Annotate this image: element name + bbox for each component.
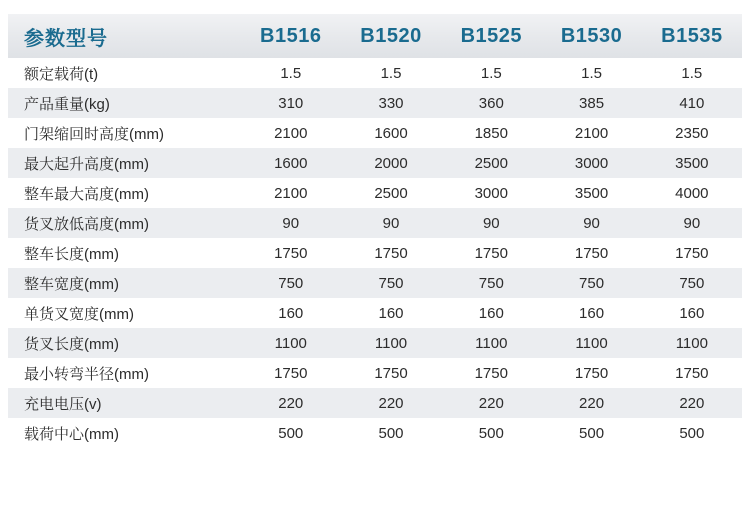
row-value: 160 xyxy=(278,304,304,322)
row-value: 500 xyxy=(378,424,404,442)
row-label: 最大起升高度(mm) xyxy=(24,155,149,173)
row-value: 1750 xyxy=(274,244,308,262)
row-label: 载荷中心(mm) xyxy=(24,425,119,443)
row-value: 4000 xyxy=(675,184,709,202)
row-label: 产品重量(kg) xyxy=(24,95,110,113)
row-value: 2100 xyxy=(274,184,308,202)
row-value: 1750 xyxy=(274,364,308,382)
row-label: 单货叉宽度(mm) xyxy=(24,305,134,323)
row-value: 1850 xyxy=(474,124,508,142)
table-row xyxy=(8,88,742,118)
row-value: 500 xyxy=(679,424,705,442)
table-row xyxy=(8,358,742,388)
row-value: 1750 xyxy=(474,244,508,262)
table-row xyxy=(8,178,742,208)
row-value: 3500 xyxy=(574,184,609,202)
row-value: 1600 xyxy=(274,154,308,172)
row-value: 90 xyxy=(683,214,701,232)
row-value: 1750 xyxy=(374,364,408,382)
row-label: 门架缩回时高度(mm) xyxy=(24,125,164,143)
row-value: 1.5 xyxy=(280,64,302,82)
row-value: 750 xyxy=(378,274,404,292)
row-value: 220 xyxy=(378,394,404,412)
row-value: 750 xyxy=(679,274,705,292)
column-header-model-1: B1516 xyxy=(260,24,322,47)
row-value: 1100 xyxy=(575,334,608,352)
row-value: 220 xyxy=(679,394,705,412)
table-row xyxy=(8,208,742,238)
row-value: 330 xyxy=(378,94,404,112)
row-value: 750 xyxy=(579,274,605,292)
table-header-row xyxy=(8,14,742,58)
row-label: 最小转弯半径(mm) xyxy=(24,365,149,383)
row-value: 160 xyxy=(478,304,504,322)
row-value: 750 xyxy=(278,274,304,292)
table-row xyxy=(8,298,742,328)
row-value: 1750 xyxy=(675,244,709,262)
column-header-model-3: B1525 xyxy=(460,24,522,47)
row-value: 220 xyxy=(478,394,504,412)
specification-table xyxy=(8,14,742,448)
column-header-parameter: 参数型号 xyxy=(24,27,108,50)
column-header-model-2: B1520 xyxy=(360,24,422,47)
row-label: 整车长度(mm) xyxy=(24,245,119,263)
row-label: 货叉长度(mm) xyxy=(24,335,119,353)
column-header-model-5: B1535 xyxy=(661,24,723,47)
row-value: 3500 xyxy=(675,154,709,172)
row-value: 1.5 xyxy=(581,64,602,82)
row-value: 220 xyxy=(579,394,605,412)
row-label: 整车宽度(mm) xyxy=(24,275,119,293)
row-value: 160 xyxy=(378,304,404,322)
row-value: 1.5 xyxy=(480,64,502,82)
row-value: 1750 xyxy=(374,244,408,262)
row-value: 360 xyxy=(478,94,504,112)
row-value: 90 xyxy=(482,214,500,232)
table-head xyxy=(8,14,742,58)
row-value: 90 xyxy=(282,214,300,232)
row-value: 2500 xyxy=(374,184,408,202)
row-value: 160 xyxy=(579,304,605,322)
row-value: 1100 xyxy=(475,334,508,352)
row-value: 220 xyxy=(278,394,304,412)
row-value: 310 xyxy=(278,94,304,112)
table-row xyxy=(8,148,742,178)
row-value: 160 xyxy=(679,304,705,322)
row-label: 货叉放低高度(mm) xyxy=(24,215,149,233)
row-value: 1600 xyxy=(374,124,408,142)
row-value: 1100 xyxy=(675,334,708,352)
row-label: 额定载荷(t) xyxy=(24,65,99,83)
row-value: 750 xyxy=(478,274,504,292)
row-label: 整车最大高度(mm) xyxy=(24,185,149,203)
table-row xyxy=(8,58,742,88)
column-header-model-4: B1530 xyxy=(560,24,623,47)
row-value: 500 xyxy=(278,424,304,442)
row-value: 2350 xyxy=(675,124,709,142)
table-row xyxy=(8,418,742,448)
row-value: 3000 xyxy=(474,184,508,202)
row-value: 410 xyxy=(679,94,705,112)
row-value: 90 xyxy=(382,214,400,232)
row-value: 1100 xyxy=(374,334,408,352)
row-value: 1.5 xyxy=(681,64,703,82)
row-value: 385 xyxy=(579,94,605,112)
row-value: 2500 xyxy=(474,154,508,172)
row-value: 500 xyxy=(579,424,605,442)
table-row xyxy=(8,268,742,298)
table-row xyxy=(8,328,742,358)
row-label: 充电电压(v) xyxy=(24,395,102,413)
row-value: 1750 xyxy=(574,244,609,262)
table-row xyxy=(8,118,742,148)
row-value: 2100 xyxy=(274,124,308,142)
row-value: 2000 xyxy=(374,154,408,172)
row-value: 500 xyxy=(478,424,504,442)
table-row xyxy=(8,388,742,418)
row-value: 2100 xyxy=(574,124,609,142)
row-value: 1750 xyxy=(574,364,609,382)
row-value: 1100 xyxy=(274,334,307,352)
row-value: 1750 xyxy=(675,364,709,382)
row-value: 90 xyxy=(583,214,600,232)
table-row xyxy=(8,238,742,268)
row-value: 1750 xyxy=(474,364,508,382)
table-body xyxy=(8,58,742,448)
row-value: 3000 xyxy=(574,154,609,172)
row-value: 1.5 xyxy=(380,64,402,82)
